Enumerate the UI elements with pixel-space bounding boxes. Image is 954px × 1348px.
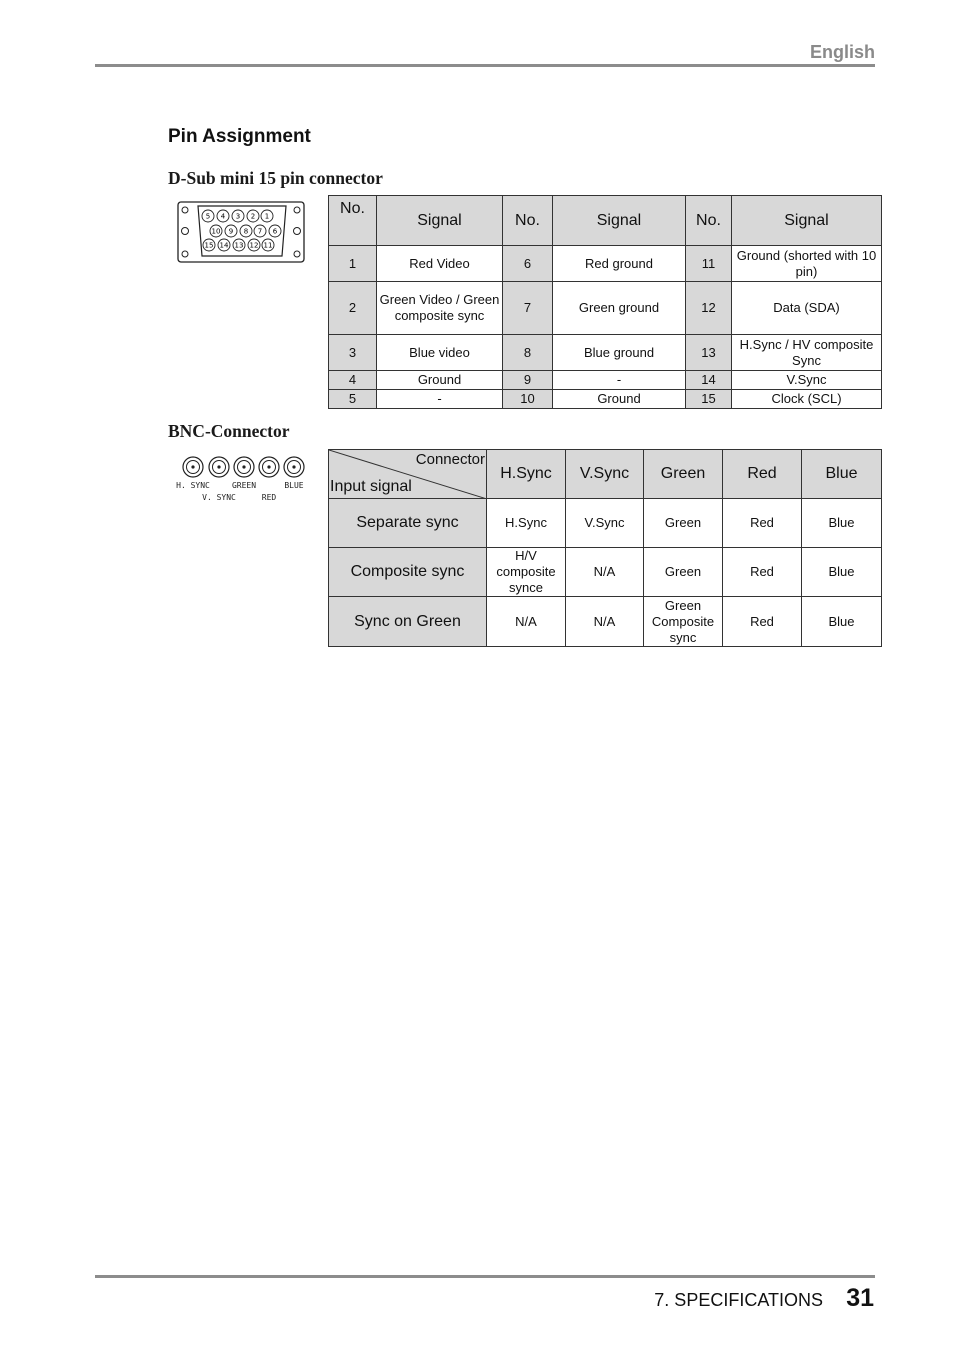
pin-number: 13 (686, 335, 732, 371)
language-label: English (809, 42, 875, 62)
pin-signal: Red ground (553, 246, 686, 282)
dsub-pin-number: 12 (249, 241, 259, 250)
bnc-label-blue: BLUE (284, 481, 304, 490)
dsub-pin-number: 6 (272, 227, 278, 236)
bnc-cell: N/A (566, 597, 644, 647)
pin-table-header-no: No. (503, 196, 553, 246)
pin-number: 7 (503, 282, 553, 335)
header-rule (95, 64, 875, 67)
table-row (329, 499, 882, 548)
bnc-jack-vsync (209, 457, 229, 477)
page-number: 31 (846, 1284, 874, 1312)
pin-signal: V.Sync (732, 371, 882, 390)
pin-signal: Data (SDA) (732, 282, 882, 335)
dsub-pin-number: 4 (220, 212, 226, 221)
dsub-pin-number: 3 (235, 212, 241, 221)
table-row (329, 335, 882, 371)
pin-table-header-no: No. (686, 196, 732, 246)
dsub-pin-number: 8 (243, 227, 249, 236)
pin-number: 12 (686, 282, 732, 335)
bnc-jack-hsync (183, 457, 203, 477)
pin-number: 3 (329, 335, 377, 371)
bnc-cell: Green (644, 499, 723, 548)
pin-number: 8 (503, 335, 553, 371)
bnc-corner-connector-label: Connector (415, 451, 485, 468)
bnc-cell: Blue (802, 499, 882, 548)
pin-number: 10 (503, 390, 553, 409)
bnc-label-green: GREEN (231, 481, 257, 490)
table-row (329, 246, 882, 282)
pin-signal: Blue video (377, 335, 503, 371)
pin-number: 1 (329, 246, 377, 282)
bnc-header-red: Red (723, 450, 802, 499)
dsub-pin-number: 5 (205, 212, 211, 221)
pin-signal: - (553, 371, 686, 390)
pin-number: 14 (686, 371, 732, 390)
bnc-cell: H.Sync (487, 499, 566, 548)
pin-signal: Ground (553, 390, 686, 409)
dsub-pin-number: 9 (228, 227, 234, 236)
pin-number: 6 (503, 246, 553, 282)
bnc-label-red: RED (261, 493, 277, 502)
pin-signal: Blue ground (553, 335, 686, 371)
bnc-row-label: Composite sync (329, 548, 487, 597)
pin-signal: Green ground (553, 282, 686, 335)
pin-table-header-signal: Signal (377, 196, 503, 246)
pin-number: 2 (329, 282, 377, 335)
pin-signal: - (377, 390, 503, 409)
dsub-pin-number: 2 (250, 212, 256, 221)
bnc-header-hsync: H.Sync (487, 450, 566, 499)
bnc-jack-red (259, 457, 279, 477)
bnc-cell: N/A (487, 597, 566, 647)
pin-signal: Ground (shorted with 10 pin) (732, 246, 882, 282)
bnc-label-vsync: V. SYNC (202, 493, 236, 502)
pin-assignment-table (328, 195, 882, 409)
table-row (329, 282, 882, 335)
bnc-connector-diagram (176, 455, 310, 507)
pin-table-header-row (329, 196, 882, 246)
table-row (329, 597, 882, 647)
pin-table-header-signal: Signal (553, 196, 686, 246)
dsub-pin-number: 7 (257, 227, 263, 236)
bnc-header-green: Green (644, 450, 723, 499)
bnc-header-vsync: V.Sync (566, 450, 644, 499)
pin-number: 15 (686, 390, 732, 409)
footer-rule (95, 1275, 875, 1278)
bnc-cell: H/V composite synce (487, 548, 566, 597)
pin-number: 4 (329, 371, 377, 390)
bnc-label-hsync: H. SYNC (176, 481, 210, 490)
bnc-cell: Green (644, 548, 723, 597)
table-row (329, 390, 882, 409)
pin-number: 11 (686, 246, 732, 282)
bnc-row-label: Separate sync (329, 499, 487, 548)
table-row (329, 371, 882, 390)
dsub-pin-number: 1 (264, 212, 270, 221)
pin-number: 5 (329, 390, 377, 409)
dsub-pin-number: 11 (263, 241, 273, 250)
bnc-corner-input-label: Input signal (330, 478, 412, 495)
section-title: Pin Assignment (168, 126, 311, 147)
bnc-cell: Red (723, 499, 802, 548)
bnc-cell: N/A (566, 548, 644, 597)
pin-signal: Red Video (377, 246, 503, 282)
dsub-pin-number: 15 (204, 241, 214, 250)
bnc-table-header-row (329, 450, 882, 499)
bnc-cell: V.Sync (566, 499, 644, 548)
pin-number: 9 (503, 371, 553, 390)
footer-section-label: 7. SPECIFICATIONS (654, 1290, 823, 1310)
bnc-jack-green (234, 457, 254, 477)
bnc-table-corner-cell (329, 450, 487, 499)
dsub-pin-number: 13 (234, 241, 244, 250)
pin-signal: Clock (SCL) (732, 390, 882, 409)
bnc-header-blue: Blue (802, 450, 882, 499)
bnc-title: BNC-Connector (168, 421, 290, 441)
pin-table-header-no: No. (329, 196, 377, 246)
table-row (329, 548, 882, 597)
pin-signal: Ground (377, 371, 503, 390)
bnc-signal-table (328, 449, 882, 647)
bnc-cell: Red (723, 597, 802, 647)
bnc-cell: Green Composite sync (644, 597, 723, 647)
dsub-title: D-Sub mini 15 pin connector (168, 168, 383, 188)
dsub-connector-diagram (177, 200, 305, 264)
pin-signal: H.Sync / HV composite Sync (732, 335, 882, 371)
dsub-pin-number: 14 (219, 241, 229, 250)
bnc-row-label: Sync on Green (329, 597, 487, 647)
bnc-jack-blue (284, 457, 304, 477)
dsub-pin-number: 10 (211, 227, 221, 236)
pin-table-header-signal: Signal (732, 196, 882, 246)
pin-signal: Green Video / Green composite sync (377, 282, 503, 335)
bnc-cell: Blue (802, 597, 882, 647)
bnc-cell: Red (723, 548, 802, 597)
bnc-cell: Blue (802, 548, 882, 597)
